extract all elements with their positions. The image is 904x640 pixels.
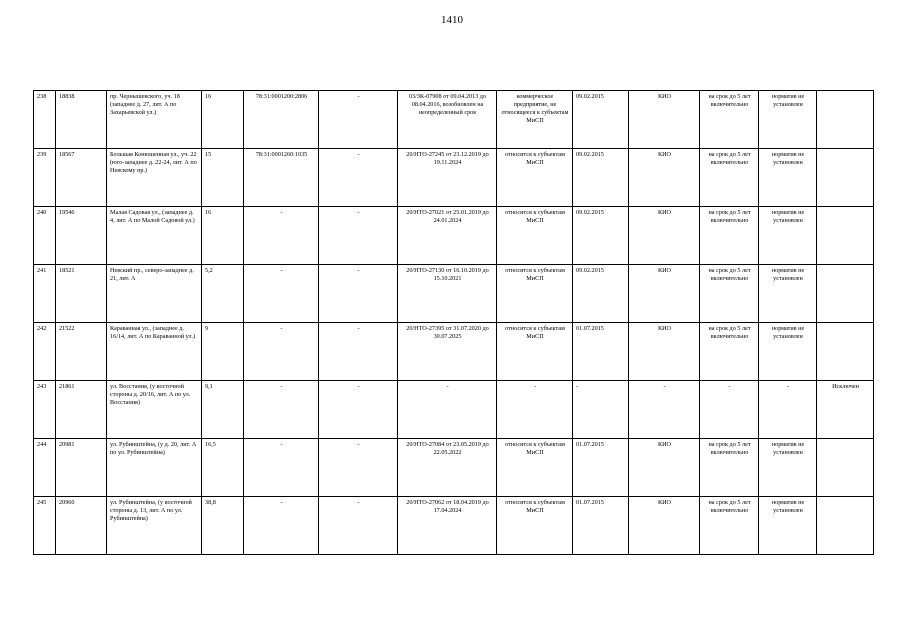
- organization-cell: КИО: [629, 149, 700, 207]
- column-6-cell: -: [319, 497, 398, 555]
- contract-cell: 03/ЗК-07908 от 09.04.2013 до 08.04.2016, возобновлен на неопределенный срок: [398, 91, 497, 149]
- norm-cell: норматив не установлен: [759, 439, 817, 497]
- table-row: [34, 91, 874, 149]
- address-cell: Караванная ул., (западнее д. 16/14, лит. А по Караванной ул.): [107, 323, 202, 381]
- norm-cell: норматив не установлен: [759, 323, 817, 381]
- address-cell: Малая Садовая ул., (западнее д. 4, лит. А по Малой Садовой ул.): [107, 207, 202, 265]
- norm-cell: норматив не установлен: [759, 497, 817, 555]
- note-cell: [817, 91, 874, 149]
- area-cell: 16: [202, 91, 244, 149]
- address-cell: ул. Восстания, (у восточной стороны д. 20/16, лит. А по ул. Восстания): [107, 381, 202, 439]
- cadastral-number-cell: -: [244, 265, 319, 323]
- norm-cell: норматив не установлен: [759, 207, 817, 265]
- table-row: [34, 497, 874, 555]
- table-row: [34, 439, 874, 497]
- note-cell: [817, 497, 874, 555]
- contract-cell: 20/НТО-27395 от 31.07.2020 до 30.07.2025: [398, 323, 497, 381]
- note-cell: [817, 323, 874, 381]
- table-row: [34, 265, 874, 323]
- note-cell: [817, 439, 874, 497]
- address-cell: Невский пр., северо-западнее д. 21, лит. А: [107, 265, 202, 323]
- object-id-cell: 18521: [56, 265, 107, 323]
- category-cell: относится к субъектам МиСП: [497, 497, 573, 555]
- category-cell: -: [497, 381, 573, 439]
- organization-cell: КИО: [629, 265, 700, 323]
- category-cell: относится к субъектам МиСП: [497, 439, 573, 497]
- area-cell: 16,5: [202, 439, 244, 497]
- category-cell: относится к субъектам МиСП: [497, 323, 573, 381]
- term-cell: -: [700, 381, 759, 439]
- row-number-cell: 243: [34, 381, 56, 439]
- norm-cell: норматив не установлен: [759, 265, 817, 323]
- row-number-cell: 239: [34, 149, 56, 207]
- term-cell: на срок до 5 лет включительно: [700, 149, 759, 207]
- cadastral-number-cell: -: [244, 381, 319, 439]
- object-id-cell: 18838: [56, 91, 107, 149]
- page-number: 1410: [441, 14, 463, 26]
- cadastral-number-cell: 78:31:0001200:2806: [244, 91, 319, 149]
- column-6-cell: -: [319, 149, 398, 207]
- object-id-cell: 18567: [56, 149, 107, 207]
- object-id-cell: 21522: [56, 323, 107, 381]
- organization-cell: -: [629, 381, 700, 439]
- term-cell: на срок до 5 лет включительно: [700, 439, 759, 497]
- row-number-cell: 244: [34, 439, 56, 497]
- column-6-cell: -: [319, 381, 398, 439]
- object-id-cell: 20981: [56, 439, 107, 497]
- column-6-cell: -: [319, 439, 398, 497]
- note-cell: [817, 149, 874, 207]
- note-cell: [817, 207, 874, 265]
- organization-cell: КИО: [629, 497, 700, 555]
- contract-cell: 20/НТО-27084 от 23.05.2019 до 22.05.2022: [398, 439, 497, 497]
- category-cell: относится к субъектам МиСП: [497, 207, 573, 265]
- organization-cell: КИО: [629, 323, 700, 381]
- norm-cell: норматив не установлен: [759, 149, 817, 207]
- column-6-cell: -: [319, 91, 398, 149]
- term-cell: на срок до 5 лет включительно: [700, 265, 759, 323]
- cadastral-number-cell: -: [244, 439, 319, 497]
- date-cell: -: [573, 381, 629, 439]
- cadastral-number-cell: -: [244, 497, 319, 555]
- column-6-cell: -: [319, 265, 398, 323]
- cadastral-number-cell: 78:31:0001260:1035: [244, 149, 319, 207]
- norm-cell: норматив не установлен: [759, 91, 817, 149]
- address-cell: ул. Рубинштейна, (у восточной стороны д. 13, лит. А по ул. Рубинштейна): [107, 497, 202, 555]
- contract-cell: 20/НТО-27130 от 16.10.2019 до 15.10.2021: [398, 265, 497, 323]
- term-cell: на срок до 5 лет включительно: [700, 323, 759, 381]
- table-row: [34, 323, 874, 381]
- table-row: [34, 149, 874, 207]
- cadastral-number-cell: -: [244, 323, 319, 381]
- norm-cell: -: [759, 381, 817, 439]
- row-number-cell: 241: [34, 265, 56, 323]
- category-cell: относится к субъектам МиСП: [497, 149, 573, 207]
- organization-cell: КИО: [629, 207, 700, 265]
- object-id-cell: 20960: [56, 497, 107, 555]
- row-number-cell: 245: [34, 497, 56, 555]
- area-cell: 16: [202, 207, 244, 265]
- area-cell: 15: [202, 149, 244, 207]
- organization-cell: КИО: [629, 439, 700, 497]
- object-id-cell: 19546: [56, 207, 107, 265]
- area-cell: 9,1: [202, 381, 244, 439]
- row-number-cell: 238: [34, 91, 56, 149]
- area-cell: 5,2: [202, 265, 244, 323]
- date-cell: 01.07.2015: [573, 497, 629, 555]
- contract-cell: 20/НТО-27021 от 25.01.2019 до 24.01.2024: [398, 207, 497, 265]
- date-cell: 09.02.2015: [573, 265, 629, 323]
- term-cell: на срок до 5 лет включительно: [700, 91, 759, 149]
- contract-cell: 20/НТО-27062 от 18.04.2019 до 17.04.2024: [398, 497, 497, 555]
- date-cell: 09.02.2015: [573, 149, 629, 207]
- date-cell: 09.02.2015: [573, 207, 629, 265]
- category-cell: относится к субъектам МиСП: [497, 265, 573, 323]
- address-cell: Большая Конюшенная ул., уч. 22 (юго-западнее д. 22-24, лит. А по Невскому пр.): [107, 149, 202, 207]
- cadastral-number-cell: -: [244, 207, 319, 265]
- term-cell: на срок до 5 лет включительно: [700, 207, 759, 265]
- area-cell: 9: [202, 323, 244, 381]
- note-cell: Исключен: [817, 381, 874, 439]
- contract-cell: 20/НТО-27245 от 23.12.2019 до 19.11.2024: [398, 149, 497, 207]
- address-cell: пр. Чернышевского, уч. 18 (западнее д. 27, лит. А по Захарьевской ул.): [107, 91, 202, 149]
- row-number-cell: 242: [34, 323, 56, 381]
- area-cell: 38,8: [202, 497, 244, 555]
- date-cell: 09.02.2015: [573, 91, 629, 149]
- column-6-cell: -: [319, 323, 398, 381]
- registry-rows: [34, 91, 874, 555]
- term-cell: на срок до 5 лет включительно: [700, 497, 759, 555]
- column-6-cell: -: [319, 207, 398, 265]
- table-row: [34, 381, 874, 439]
- row-number-cell: 240: [34, 207, 56, 265]
- note-cell: [817, 265, 874, 323]
- date-cell: 01.07.2015: [573, 323, 629, 381]
- category-cell: коммерческое предприятие, не относящееся к субъектам МиСП: [497, 91, 573, 149]
- contract-cell: -: [398, 381, 497, 439]
- table-row: [34, 207, 874, 265]
- address-cell: ул. Рубинштейна, (у д. 20, лит. А по ул. Рубинштейна): [107, 439, 202, 497]
- date-cell: 01.07.2015: [573, 439, 629, 497]
- registry-table: [33, 90, 874, 555]
- organization-cell: КИО: [629, 91, 700, 149]
- object-id-cell: 21861: [56, 381, 107, 439]
